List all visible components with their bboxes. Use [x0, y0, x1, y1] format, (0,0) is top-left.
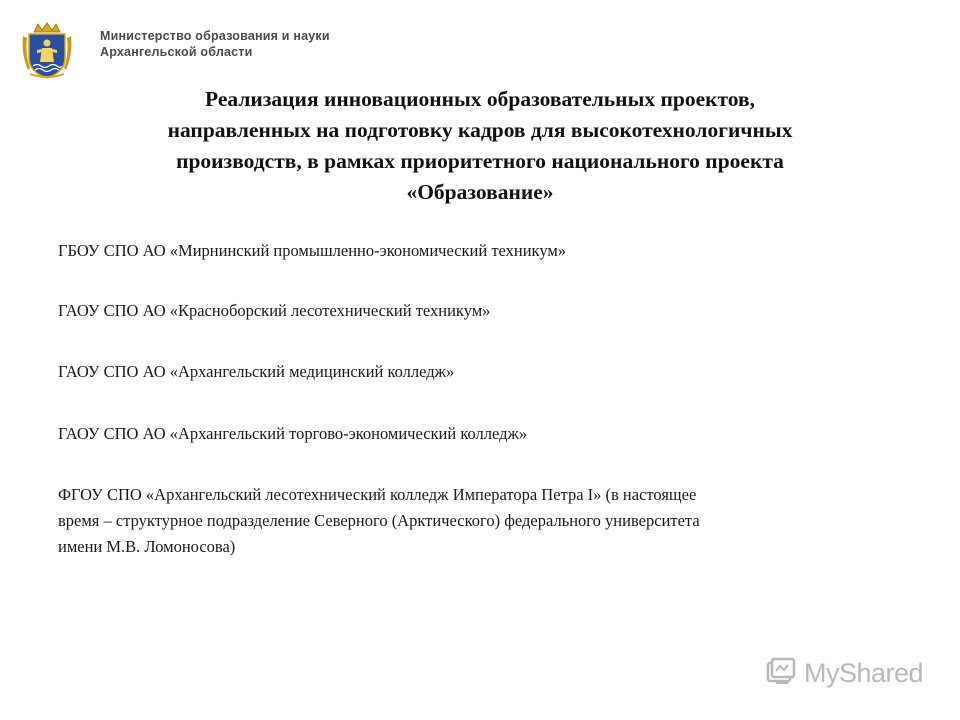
title-line-1: Реализация инновационных образовательных проектов, [205, 87, 755, 111]
ministry-line-1: Министерство образования и науки [100, 29, 330, 43]
institution-item: ГАОУ СПО АО «Архангельский медицинский колледж» [58, 362, 455, 381]
slide-title [60, 84, 900, 208]
title-line-3: производств, в рамках приоритетного национального проекта [176, 149, 784, 173]
ministry-header [100, 28, 330, 60]
institution-item: ГАОУ СПО АО «Архангельский торгово-экономический колледж» [58, 424, 528, 443]
institution-line-3: имени М.В. Ломоносова) [58, 537, 236, 556]
coat-of-arms-logo [20, 22, 74, 80]
institution-line-2: время – структурное подразделение Северного (Арктического) федерального университета [58, 511, 700, 530]
watermark-text: MyShared [804, 657, 924, 688]
institution-item: ГАОУ СПО АО «Красноборский лесотехнический техникум» [58, 301, 491, 320]
institution-line-1: ФГОУ СПО «Архангельский лесотехнический колледж Императора Петра I» (в настоящее [58, 485, 697, 504]
institution-item: ГБОУ СПО АО «Мирнинский промышленно-экономический техникум» [58, 241, 567, 260]
myshared-logo-icon [766, 657, 798, 689]
myshared-watermark [766, 655, 923, 691]
institution-item-multiline [58, 482, 700, 560]
title-line-4: «Образование» [406, 180, 554, 204]
title-line-2: направленных на подготовку кадров для высокотехнологичных [167, 118, 793, 142]
ministry-line-2: Архангельской области [100, 45, 253, 59]
